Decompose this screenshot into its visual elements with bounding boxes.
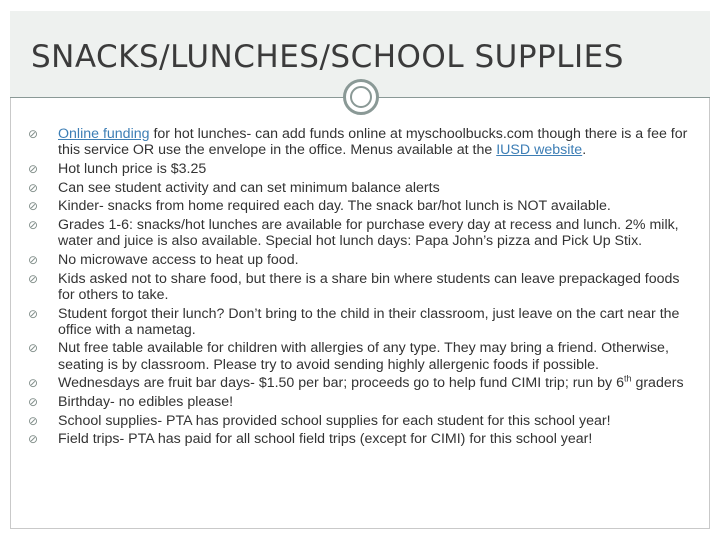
list-item xyxy=(28,217,692,249)
clip-bullet-icon: ⊘ xyxy=(28,199,39,214)
clip-bullet-icon: ⊘ xyxy=(28,127,39,141)
list-item xyxy=(28,413,692,429)
list-item xyxy=(28,394,692,410)
list-item xyxy=(28,126,692,158)
online-funding-link[interactable]: Online funding xyxy=(58,126,150,142)
slide-title: SNACKS/LUNCHES/SCHOOL SUPPLIES xyxy=(31,39,624,75)
list-item xyxy=(28,306,692,338)
list-item-text: . xyxy=(582,142,587,159)
list-item-text: graders xyxy=(631,375,684,392)
bullet-list xyxy=(28,126,692,450)
clip-bullet-icon: ⊘ xyxy=(28,180,39,195)
list-item xyxy=(28,271,692,303)
list-item-text: Kinder- snacks from home required each day. The snack bar/hot lunch is NOT available. xyxy=(58,198,611,215)
list-item xyxy=(28,198,692,214)
clip-bullet-icon: ⊘ xyxy=(28,395,39,410)
clip-bullet-icon: ⊘ xyxy=(28,341,39,356)
list-item-text: No microwave access to heat up food. xyxy=(58,251,299,268)
list-item-text: Can see student activity and can set minimum balance alerts xyxy=(58,179,440,196)
list-item xyxy=(28,252,692,268)
iusd-website-link[interactable]: IUSD website xyxy=(496,142,583,159)
clip-bullet-icon: ⊘ xyxy=(28,161,39,176)
clip-bullet-icon: ⊘ xyxy=(28,271,39,286)
list-item-text: Wednesdays are fruit bar days- $1.50 per bar; proceeds go to help fund CIMI trip; run by 6 xyxy=(58,375,624,392)
list-item-text: Kids asked not to share food, but there is a share bin where students can leave prepackaged foods for others to take. xyxy=(58,270,680,303)
list-item-text: School supplies- PTA has provided school supplies for each student for this school year! xyxy=(58,412,611,429)
list-item-text: Birthday- no edibles please! xyxy=(58,394,234,411)
list-item xyxy=(28,375,692,391)
list-item xyxy=(28,180,692,196)
clip-bullet-icon: ⊘ xyxy=(28,218,39,233)
clip-bullet-icon: ⊘ xyxy=(28,376,39,391)
list-item xyxy=(28,431,692,447)
clip-bullet-icon: ⊘ xyxy=(28,306,39,321)
circle-ornament-icon xyxy=(343,79,379,115)
clip-bullet-icon: ⊘ xyxy=(28,413,39,428)
list-item xyxy=(28,161,692,177)
clip-bullet-icon: ⊘ xyxy=(28,252,39,267)
list-item-text: Hot lunch price is $3.25 xyxy=(58,160,207,177)
list-item-text: for hot lunches- can add funds online at myschoolbucks.com though there is a fee for this service OR use the envelope in the office. Menus available at the xyxy=(58,126,688,159)
list-item-text: Grades 1-6: snacks/hot lunches are available for purchase every day at recess and lunch. 2% milk, water and juice is also available. Special hot lunch days: Papa John’s pizza and Pick Up Stix. xyxy=(58,217,679,250)
list-item-text: Student forgot their lunch? Don’t bring to the child in their classroom, just leave on the cart near the office with a nametag. xyxy=(58,305,680,338)
clip-bullet-icon: ⊘ xyxy=(28,432,39,447)
list-item xyxy=(28,340,692,372)
superscript-th: th xyxy=(623,373,632,384)
list-item-text: Nut free table available for children with allergies of any type. They may bring a friend. Otherwise, seating is by classroom. Please try to avoid sending highly allergenic foods if possible. xyxy=(58,340,669,373)
list-item-text: Field trips- PTA has paid for all school field trips (except for CIMI) for this school year! xyxy=(58,431,593,448)
